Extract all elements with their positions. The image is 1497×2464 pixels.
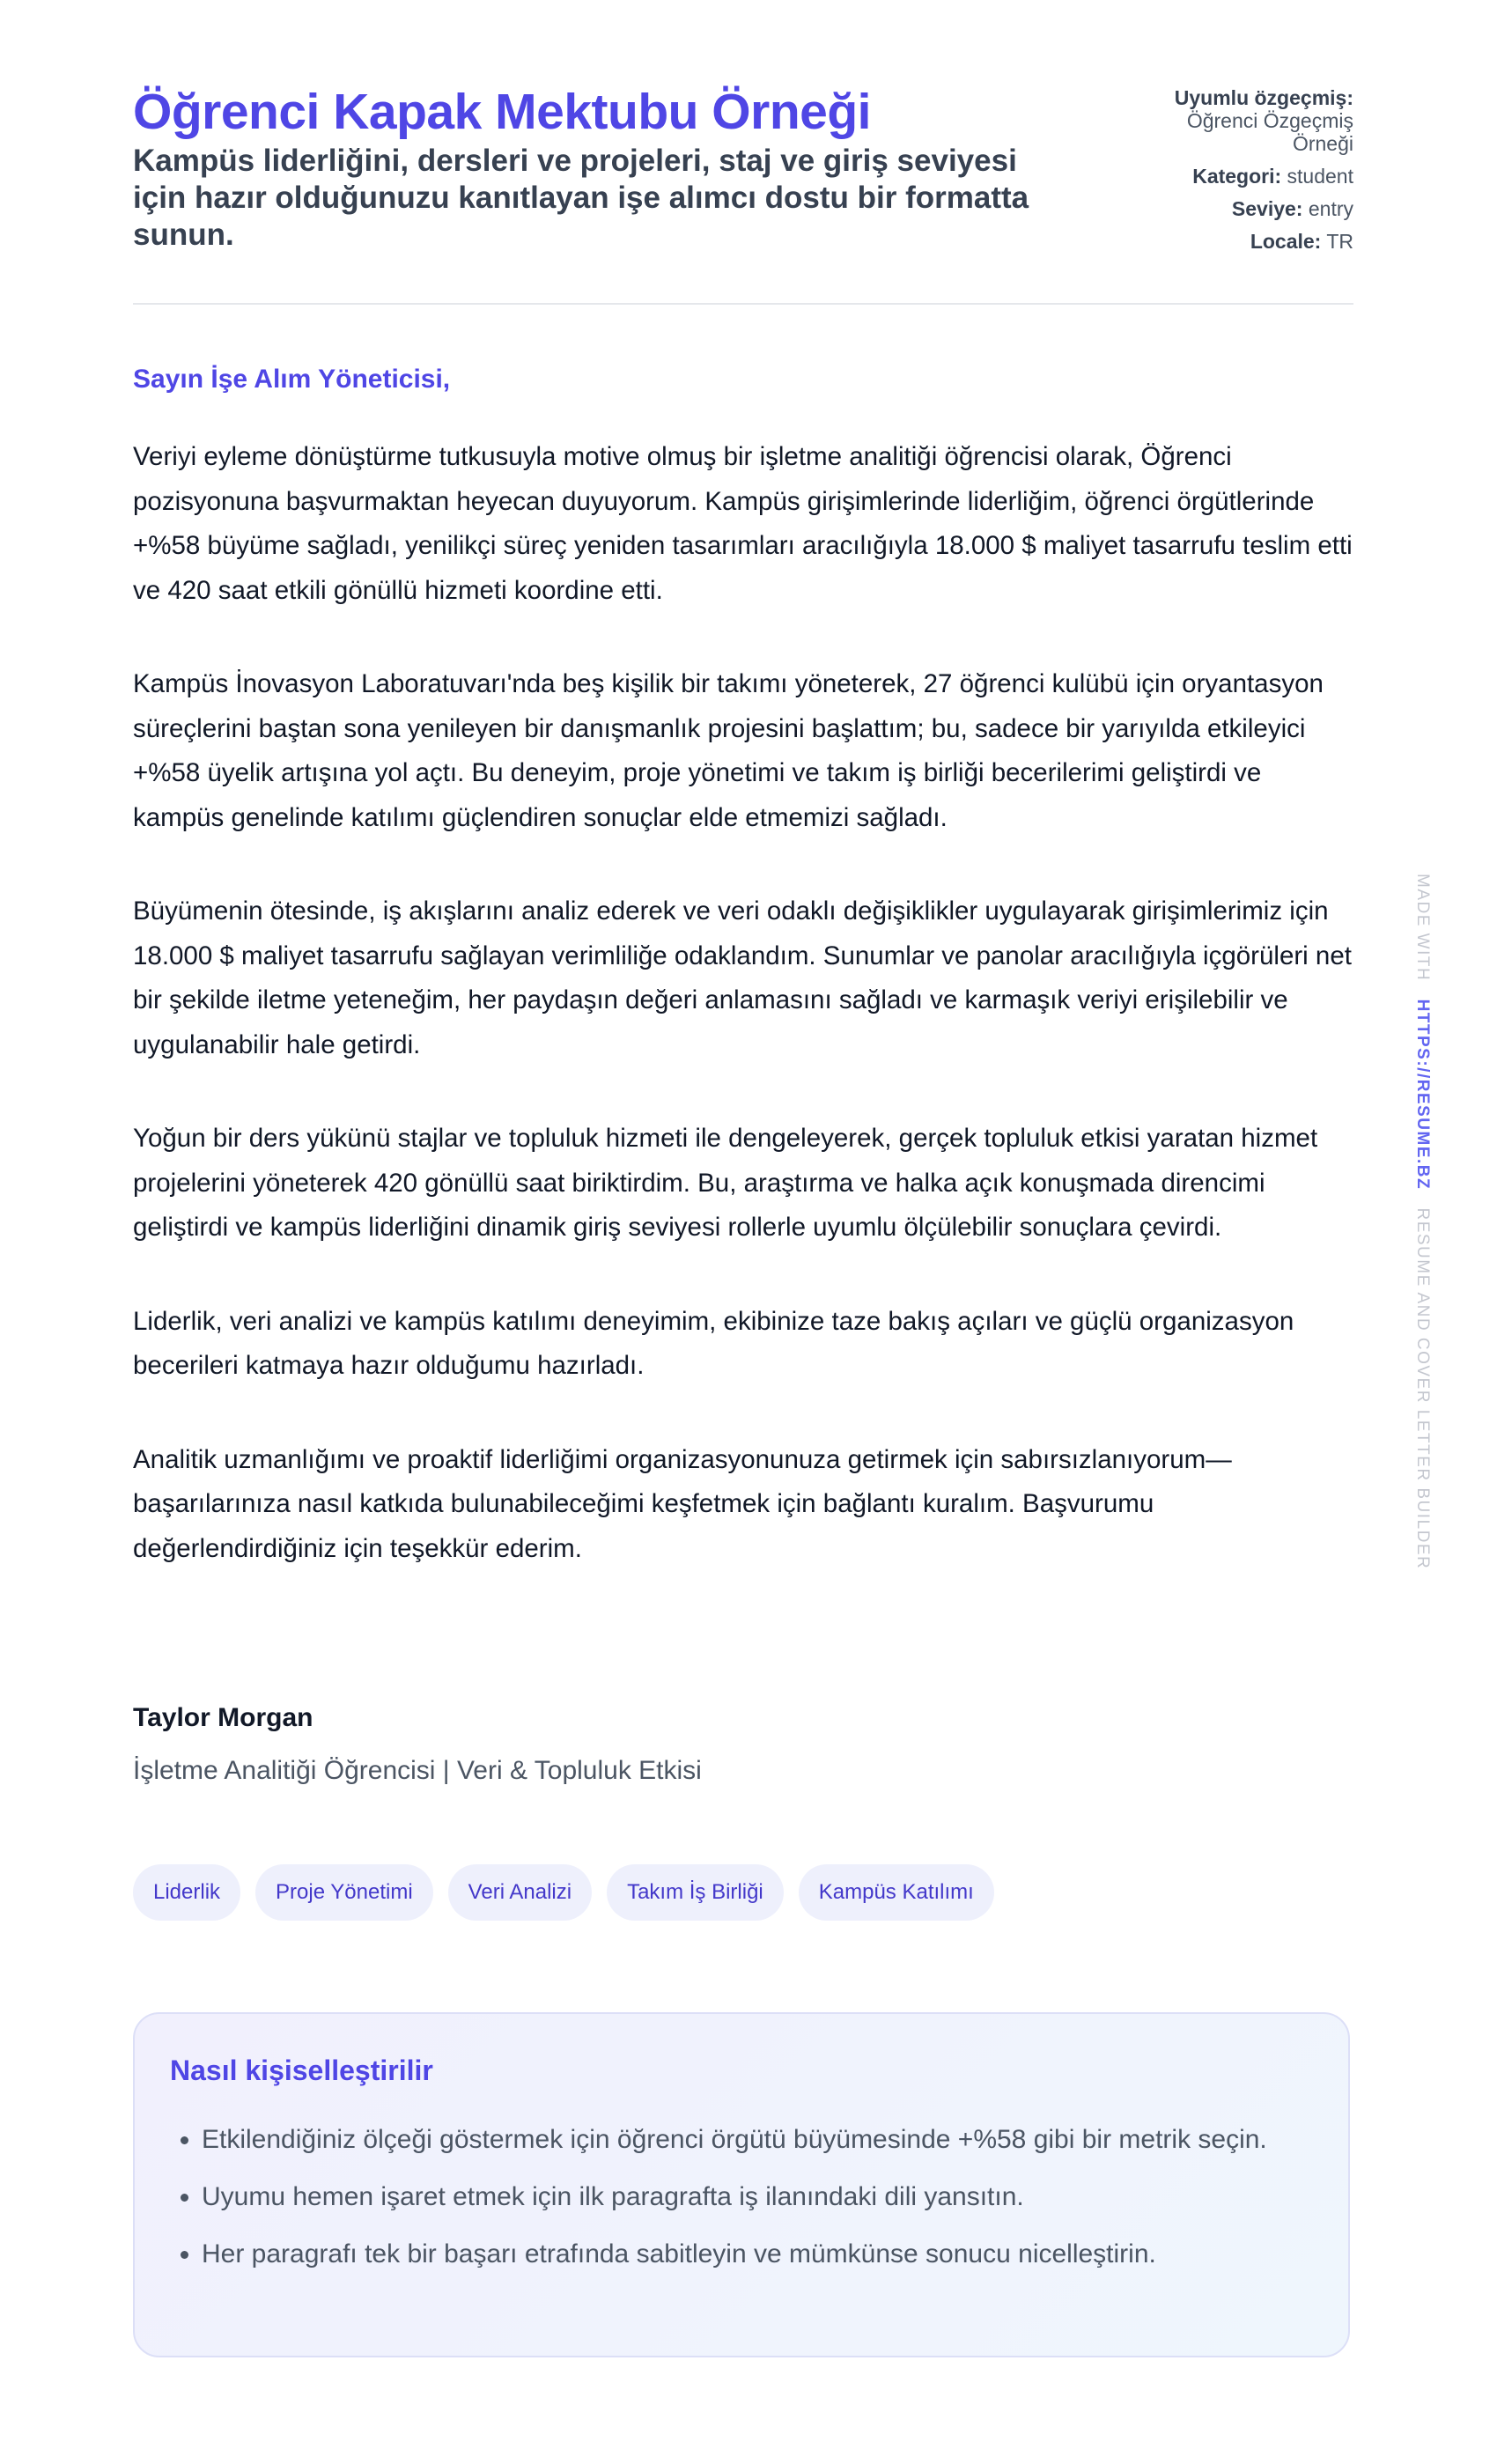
letter-paragraph: Liderlik, veri analizi ve kampüs katılımı deneyimim, ekibinize taze bakış açıları ve güçlü organizasyon becerileri katmaya hazır olduğumu hazırladı. <box>133 1306 1294 1380</box>
tips-title: Nasıl kişiselleştirilir <box>170 2055 433 2086</box>
letter-paragraph: Veriyi eyleme dönüştürme tutkusuyla motive olmuş bir işletme analitiği öğrencisi olarak, Öğrenci pozisyonuna başvurmaktan heyecan duyuyorum. Kampüs girişimlerinde liderliğim, öğrenci örgütlerinde +%58 büyüme sağladı, yenilikçi süreç yeniden tasarımları aracılığıyla 18.000 $ maliyet tasarrufu teslim etti ve 420 saat etkili gönüllü hizmeti koordine etti. <box>133 442 1353 605</box>
meta-locale-value: TR <box>1326 230 1353 253</box>
page-subtitle: Kampüs liderliğini, dersleri ve projeleri, staj ve giriş seviyesi için hazır olduğunuzu kanıtlayan işe alımcı dostu bir formatta sunun. <box>133 144 1029 252</box>
meta-resume-label: Uyumlu özgeçmiş: <box>1174 86 1353 109</box>
tip-item: • Etkilendiğiniz ölçeği göstermek için öğrenci örgütü büyümesinde +%58 gibi bir metrik seçin. <box>202 2118 1338 2162</box>
meta-resume-link[interactable]: Öğrenci Özgeçmiş Örneği <box>1186 109 1353 155</box>
tips-list <box>170 2118 1338 2290</box>
signature-name: Taylor Morgan <box>133 1703 313 1732</box>
page-header <box>133 81 1353 301</box>
meta-category-label: Kategori: <box>1192 165 1282 188</box>
skill-tag: Kampüs Katılımı <box>799 1864 994 1921</box>
page-title: Öğrenci Kapak Mektubu Örneği <box>133 84 871 140</box>
letter-paragraph: Büyümenin ötesinde, iş akışlarını analiz ederek ve veri odaklı değişiklikler uygulayarak girişimlerimiz için 18.000 $ maliyet tasarrufu sağlayan verimliliğe odaklandım. Sunumlar ve panolar aracılığıyla içgörüleri net bir şekilde iletme yeteneğim, her paydaşın değeri anlamasını sağladı ve karmaşık veriyi erişilebilir ve uygulanabilir hale getirdi. <box>133 896 1352 1059</box>
watermark-link[interactable]: HTTPS://RESUME.BZ <box>1413 999 1432 1191</box>
customization-tips-box <box>133 2012 1350 2357</box>
tip-item: • Uyumu hemen işaret etmek için ilk paragrafta iş ilanındaki dili yansıtın. <box>202 2175 1338 2219</box>
meta-resume <box>1125 86 1353 155</box>
skill-tag: Liderlik <box>133 1864 240 1921</box>
letter-paragraph: Kampüs İnovasyon Laboratuvarı'nda beş kişilik bir takımı yöneterek, 27 öğrenci kulübü için oryantasyon süreçlerini baştan sona yenileyen bir danışmanlık projesini başlattım; bu, sadece bir yarıyılda etkileyici +%58 üyelik artışına yol açtı. Bu deneyim, proje yönetimi ve takım iş birliği becerilerimi geliştirdi ve kampüs genelinde katılımı güçlendiren sonuçlar elde etmemizi sağladı. <box>133 669 1324 832</box>
skill-tags <box>133 1864 994 1921</box>
skill-tag: Veri Analizi <box>448 1864 592 1921</box>
letter-body <box>133 435 1357 1620</box>
meta-category <box>1125 165 1353 188</box>
meta-level <box>1125 197 1353 220</box>
watermark-prefix: MADE WITH <box>1413 874 1432 982</box>
skill-tag: Proje Yönetimi <box>255 1864 433 1921</box>
signature-title: İşletme Analitiği Öğrencisi | Veri & Topluluk Etkisi <box>133 1756 702 1785</box>
watermark <box>1409 874 1435 1587</box>
meta-panel <box>1125 86 1353 262</box>
salutation: Sayın İşe Alım Yöneticisi, <box>133 365 451 394</box>
letter-paragraph: Yoğun bir ders yükünü stajlar ve topluluk hizmeti ile dengeleyerek, gerçek topluluk etkisi yaratan hizmet projelerini yöneterek 420 gönüllü saat biriktirdim. Bu, araştırma ve halka açık konuşmada direncimi geliştirdi ve kampüs liderliğini dinamik giriş seviyesi rollerle uyumlu ölçülebilir sonuçlara çevirdi. <box>133 1124 1318 1242</box>
meta-locale <box>1125 230 1353 253</box>
meta-category-value: student <box>1287 165 1353 188</box>
tip-item: • Her paragrafı tek bir başarı etrafında sabitleyin ve mümkünse sonucu nicelleştirin. <box>202 2232 1338 2276</box>
meta-locale-label: Locale: <box>1250 230 1322 253</box>
meta-level-label: Seviye: <box>1231 197 1303 220</box>
letter-paragraph: Analitik uzmanlığımı ve proaktif liderliğimi organizasyonunuza getirmek için sabırsızlanıyorum—başarılarınıza nasıl katkıda bulunabileceğimi keşfetmek için bağlantı kuralım. Başvurumu değerlendirdiğiniz için teşekkür ederim. <box>133 1444 1232 1563</box>
meta-level-value: entry <box>1308 197 1353 220</box>
skill-tag: Takım İş Birliği <box>607 1864 784 1921</box>
watermark-suffix: RESUME AND COVER LETTER BUILDER <box>1413 1207 1432 1570</box>
header-divider <box>133 303 1353 305</box>
